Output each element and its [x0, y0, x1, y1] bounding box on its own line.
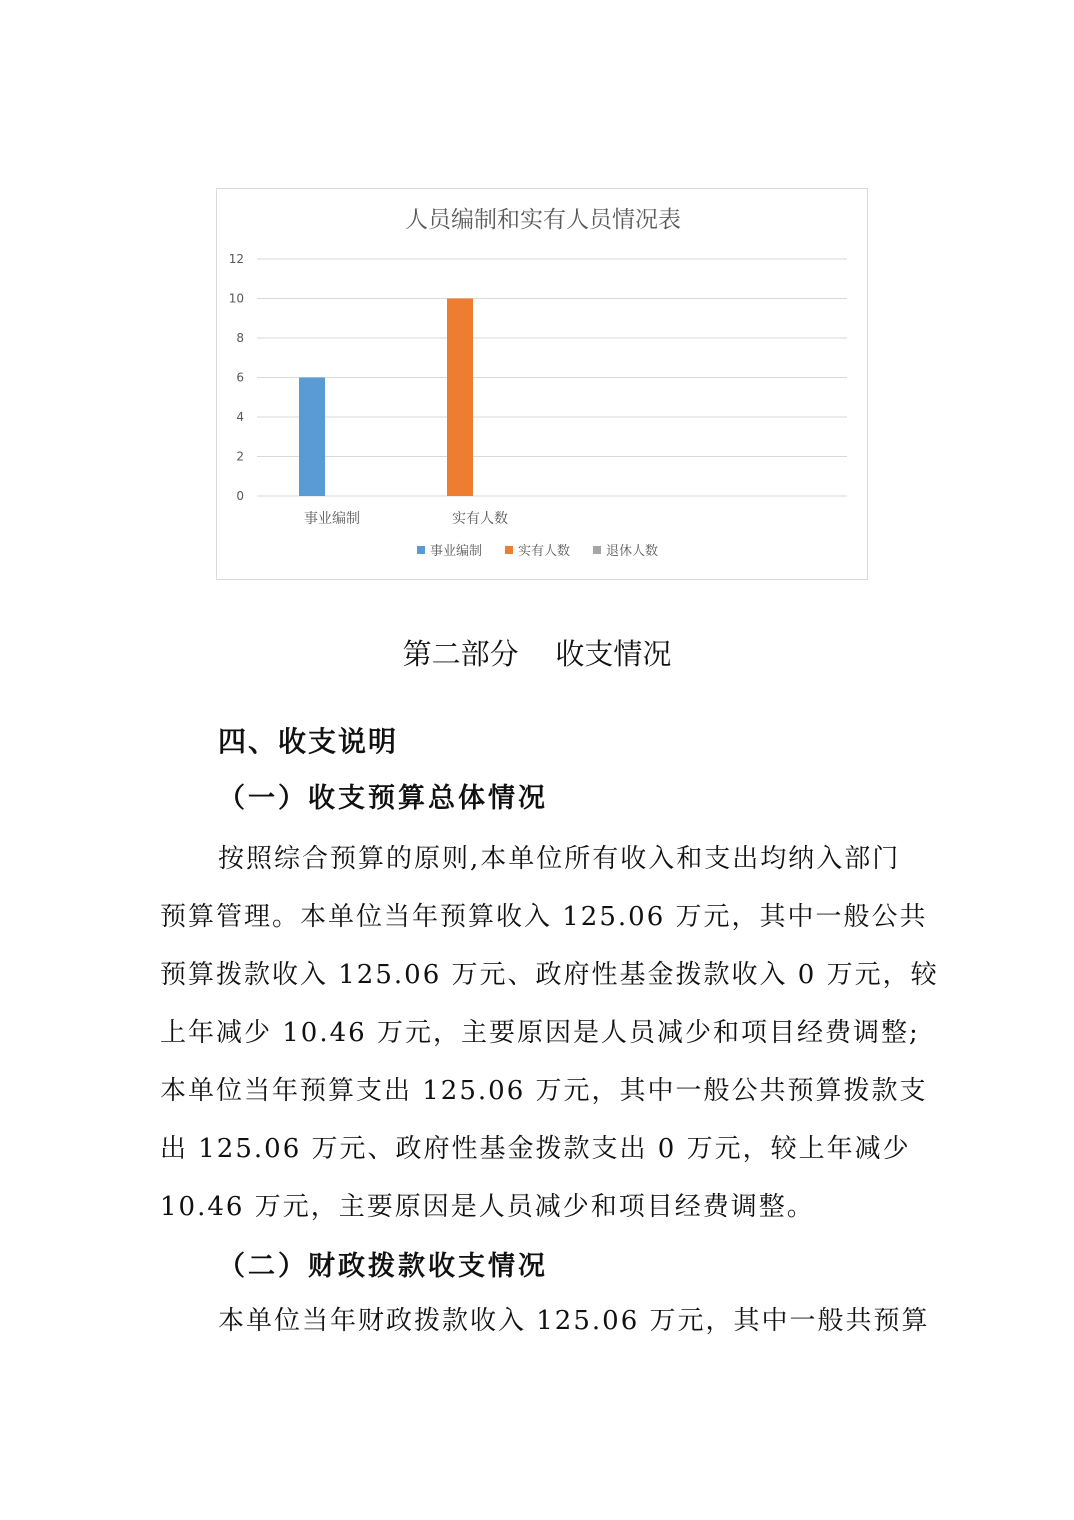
x-tick-label: 事业编制	[304, 511, 360, 527]
y-tick-label: 10	[228, 291, 244, 306]
paragraph-line: 本单位当年预算支出 125.06 万元，其中一般公共预算拨款支	[160, 1076, 928, 1106]
paragraph-1	[160, 830, 939, 1236]
staffing-chart	[216, 188, 868, 580]
legend-entry: 退休人数	[606, 544, 659, 559]
chart-canvas	[217, 189, 869, 581]
paragraph-line: 10.46 万元，主要原因是人员减少和项目经费调整。	[160, 1192, 815, 1222]
paragraph-line: 上年减少 10.46 万元，主要原因是人员减少和项目经费调整;	[160, 1018, 920, 1048]
legend-entry: 实有人数	[518, 544, 571, 559]
legend-entry: 事业编制	[430, 544, 483, 559]
subsection-heading-2: （二）财政拨款收支情况	[218, 1251, 548, 1282]
bar-实有人数	[447, 299, 473, 497]
paragraph-line: 预算管理。本单位当年预算收入 125.06 万元，其中一般公共	[160, 902, 928, 932]
section-heading: 四、收支说明	[218, 725, 399, 758]
chart-title: 人员编制和实有人员情况表	[405, 207, 681, 233]
legend-swatch	[505, 546, 513, 554]
y-tick-label: 8	[236, 331, 244, 345]
paragraph-line: 预算拨款收入 125.06 万元、政府性基金拨款收入 0 万元，较	[160, 960, 939, 990]
legend-swatch	[593, 546, 601, 554]
paragraph-line: 本单位当年财政拨款收入 125.06 万元，其中一般共预算	[218, 1306, 930, 1336]
y-tick-label: 4	[236, 410, 244, 424]
subsection-heading-1: （一）收支预算总体情况	[218, 783, 548, 814]
y-tick-label: 6	[236, 370, 244, 385]
legend-swatch	[417, 546, 425, 554]
part-title: 第二部分 收支情况	[402, 637, 672, 671]
y-tick-label: 2	[236, 449, 244, 464]
bar-事业编制	[299, 378, 325, 497]
paragraph-line: 出 125.06 万元、政府性基金拨款支出 0 万元，较上年减少	[160, 1134, 911, 1164]
paragraph-2	[160, 1292, 930, 1350]
x-tick-label: 实有人数	[452, 511, 508, 527]
y-tick-label: 12	[228, 252, 244, 266]
y-tick-label: 0	[236, 489, 244, 503]
paragraph-line: 按照综合预算的原则,本单位所有收入和支出均纳入部门	[218, 844, 901, 874]
